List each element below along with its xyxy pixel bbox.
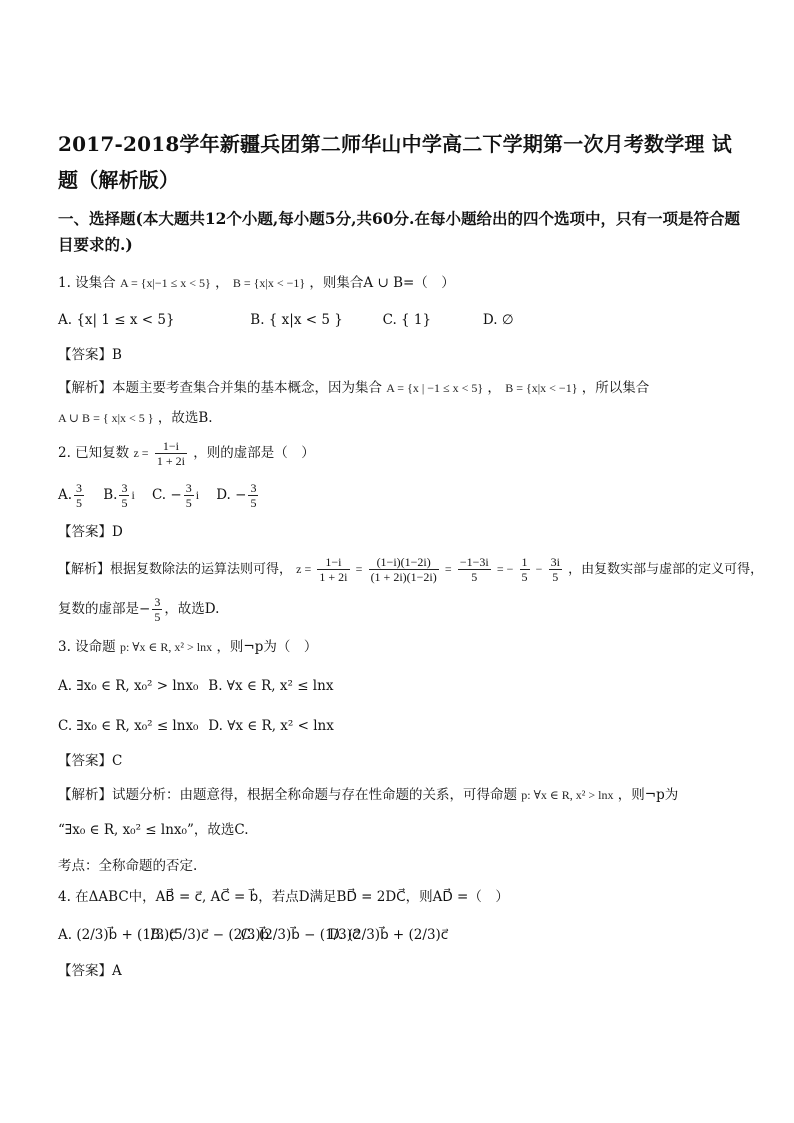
q2-exp-frac3 [458, 555, 491, 584]
q2-exp-eq3: = − [496, 562, 514, 576]
q2-exp-frac4-num: 1 [521, 555, 528, 569]
q3-options-row1 [58, 676, 333, 696]
q2-option-b [119, 481, 129, 510]
q2-exp-frac3-num: −1−3i [459, 555, 489, 569]
q2-exp-frac2 [369, 555, 439, 584]
q3-explanation-line2: “∃x₀ ∈ R, x₀² ≤ lnx₀”，故选C. [58, 822, 249, 838]
q2-option-a-label: A. [58, 487, 73, 503]
q2-c-i: i [195, 488, 200, 502]
q3-stem-end: ，则¬p为（ ） [216, 639, 318, 655]
q2-explanation-line2 [58, 592, 219, 626]
q2-option-c-label: C. − [151, 487, 182, 503]
q2-exp-frac4-den: 5 [521, 570, 528, 584]
q2-exp-frac1-den: 1 + 2i [319, 570, 348, 584]
q2-exp2-num: 3 [154, 595, 161, 609]
q1-option-c: C. { 1} [382, 312, 432, 328]
q2-exp-eq2: = [444, 562, 452, 576]
q2-stem-end: ，则的虚部是（ ） [193, 445, 315, 461]
q2-stem-text: 2. 已知复数 [58, 445, 130, 461]
q4-option-b: B. (5/3)c⃗ − (2/3)b⃗ [150, 927, 270, 943]
q2-option-d [248, 481, 258, 510]
q1-option-a: A. {x| 1 ≤ x < 5} [58, 312, 175, 328]
q2-exp-text: 【解析】根据复数除法的运算法则可得， [58, 562, 293, 577]
q2-option-c [184, 481, 194, 510]
q3-stem [58, 637, 317, 657]
q2-b-den: 5 [121, 496, 128, 510]
q2-c-num: 3 [185, 481, 192, 495]
q1-stem-end: ，则集合A ∪ B=（ ） [309, 275, 455, 291]
q1-exp-text2: ，所以集合 [581, 380, 650, 396]
q2-exp-eq1: = [355, 562, 363, 576]
q2-z-num: 1−i [155, 439, 187, 454]
q2-exp-minus: − [535, 562, 543, 576]
q3-stem-text: 3. 设命题 [58, 639, 116, 655]
q1-separator: ， [215, 275, 229, 291]
q1-stem [58, 273, 455, 293]
q2-stem [58, 436, 315, 470]
q3-answer: 【答案】C [58, 753, 123, 769]
q2-exp-frac5 [549, 555, 562, 584]
q1-answer: 【答案】B [58, 347, 122, 363]
q2-exp2-frac [152, 595, 162, 624]
q4-stem: 4. 在ΔABC中，AB⃗ = c⃗, AC⃗ = b⃗，若点D满足BD⃗ = 2DC⃗，则AD⃗ =（ ） [58, 889, 509, 905]
q2-exp-frac2-num: (1−i)(1−2i) [369, 555, 439, 570]
q2-options [58, 478, 260, 512]
q1-option-b: B. { x|x < 5 } [250, 312, 343, 328]
q1-explanation-line2 [58, 408, 213, 428]
q2-b-i: i [131, 488, 135, 502]
q2-answer: 【答案】D [58, 524, 123, 540]
q2-z-den: 1 + 2i [156, 454, 185, 468]
q1-exp-sep: ， [487, 380, 501, 396]
q1-set-a: A = {x|−1 ≤ x < 5} [119, 276, 211, 290]
q2-option-a [74, 481, 84, 510]
q2-d-den: 5 [250, 496, 257, 510]
q4-option-a: A. (2/3)b⃗ + (1/3)c⃗ [58, 927, 177, 943]
q2-explanation-line1 [58, 552, 763, 587]
q3-option-d: D. ∀x ∈ R, x² < lnx [208, 718, 334, 734]
q4-answer: 【答案】A [58, 963, 122, 979]
q2-exp2-conclusion: ，故选D. [164, 601, 220, 617]
q2-d-num: 3 [250, 481, 257, 495]
q1-options [58, 310, 514, 330]
q2-exp-frac5-den: 5 [552, 570, 559, 584]
q3-option-a: A. ∃x₀ ∈ R, x₀² > lnx₀ [58, 678, 199, 694]
q2-exp-frac2-den: (1 + 2i)(1−2i) [370, 570, 437, 584]
q2-option-b-label: B. [103, 487, 118, 503]
q2-exp-frac5-num: 3i [550, 555, 560, 569]
q3-proposition: p: ∀x ∈ R, x² > lnx [119, 640, 213, 654]
q3-option-c: C. ∃x₀ ∈ R, x₀² ≤ lnx₀ [58, 718, 199, 734]
q1-stem-text: 1. 设集合 [58, 275, 116, 291]
document-title: 2017-2018学年新疆兵团第二师华山中学高二下学期第一次月考数学理 试题（解析版） [58, 132, 732, 192]
q1-option-d: D. ∅ [482, 312, 514, 328]
q1-set-b: B = {x|x < −1} [232, 276, 306, 290]
q1-explanation-line1 [58, 378, 649, 398]
q2-exp2-den: 5 [154, 610, 161, 624]
q3-exp-text2: ，则¬p为 [617, 787, 679, 803]
q2-exp-frac4 [520, 555, 530, 584]
q2-c-den: 5 [185, 496, 192, 510]
q2-exp-text2: ，由复数实部与虚部的定义可得， [568, 562, 764, 577]
q2-z-fraction [155, 439, 187, 468]
q3-exp-proposition: p: ∀x ∈ R, x² > lnx [521, 788, 614, 802]
q3-exp-text: 【解析】试题分析：由题意得，根据全称命题与存在性命题的关系，可得命题 [58, 787, 517, 803]
q1-exp-text: 【解析】本题主要考查集合并集的基本概念，因为集合 [58, 380, 382, 396]
q4-option-c: C. (2/3)b⃗ − (1/3)c⃗ [240, 927, 360, 943]
q2-a-den: 5 [76, 496, 83, 510]
q3-explanation-line1 [58, 785, 678, 805]
q2-exp-frac1 [317, 555, 349, 584]
q2-b-num: 3 [121, 481, 128, 495]
q2-exp2-text: 复数的虚部是− [58, 601, 151, 617]
q1-exp-set-a: A = {x | −1 ≤ x < 5} [386, 381, 484, 395]
q2-exp-frac3-den: 5 [471, 570, 478, 584]
q3-kaodian: 考点：全称命题的否定. [58, 858, 198, 874]
section-heading: 一、选择题(本大题共12个小题,每小题5分,共60分.在每小题给出的四个选项中，只有一项是符合题目要求的.) [58, 209, 740, 254]
q4-option-d: D. (2/3)b⃗ + (2/3)c⃗ [328, 927, 449, 943]
q1-exp-set-b: B = {x|x < −1} [505, 381, 578, 395]
q1-exp-union: A ∪ B = { x|x < 5 } [58, 411, 154, 425]
q3-option-b: B. ∀x ∈ R, x² ≤ lnx [208, 678, 334, 694]
q2-exp-z: z = [296, 562, 312, 576]
q2-exp-frac1-num: 1−i [317, 555, 349, 570]
q2-z: z = [133, 446, 149, 460]
q2-option-d-label: D. − [216, 487, 247, 503]
q3-options-row2 [58, 716, 334, 736]
q4-options [58, 925, 448, 945]
q2-a-num: 3 [76, 481, 83, 495]
q1-exp-conclusion: ，故选B. [157, 410, 213, 426]
